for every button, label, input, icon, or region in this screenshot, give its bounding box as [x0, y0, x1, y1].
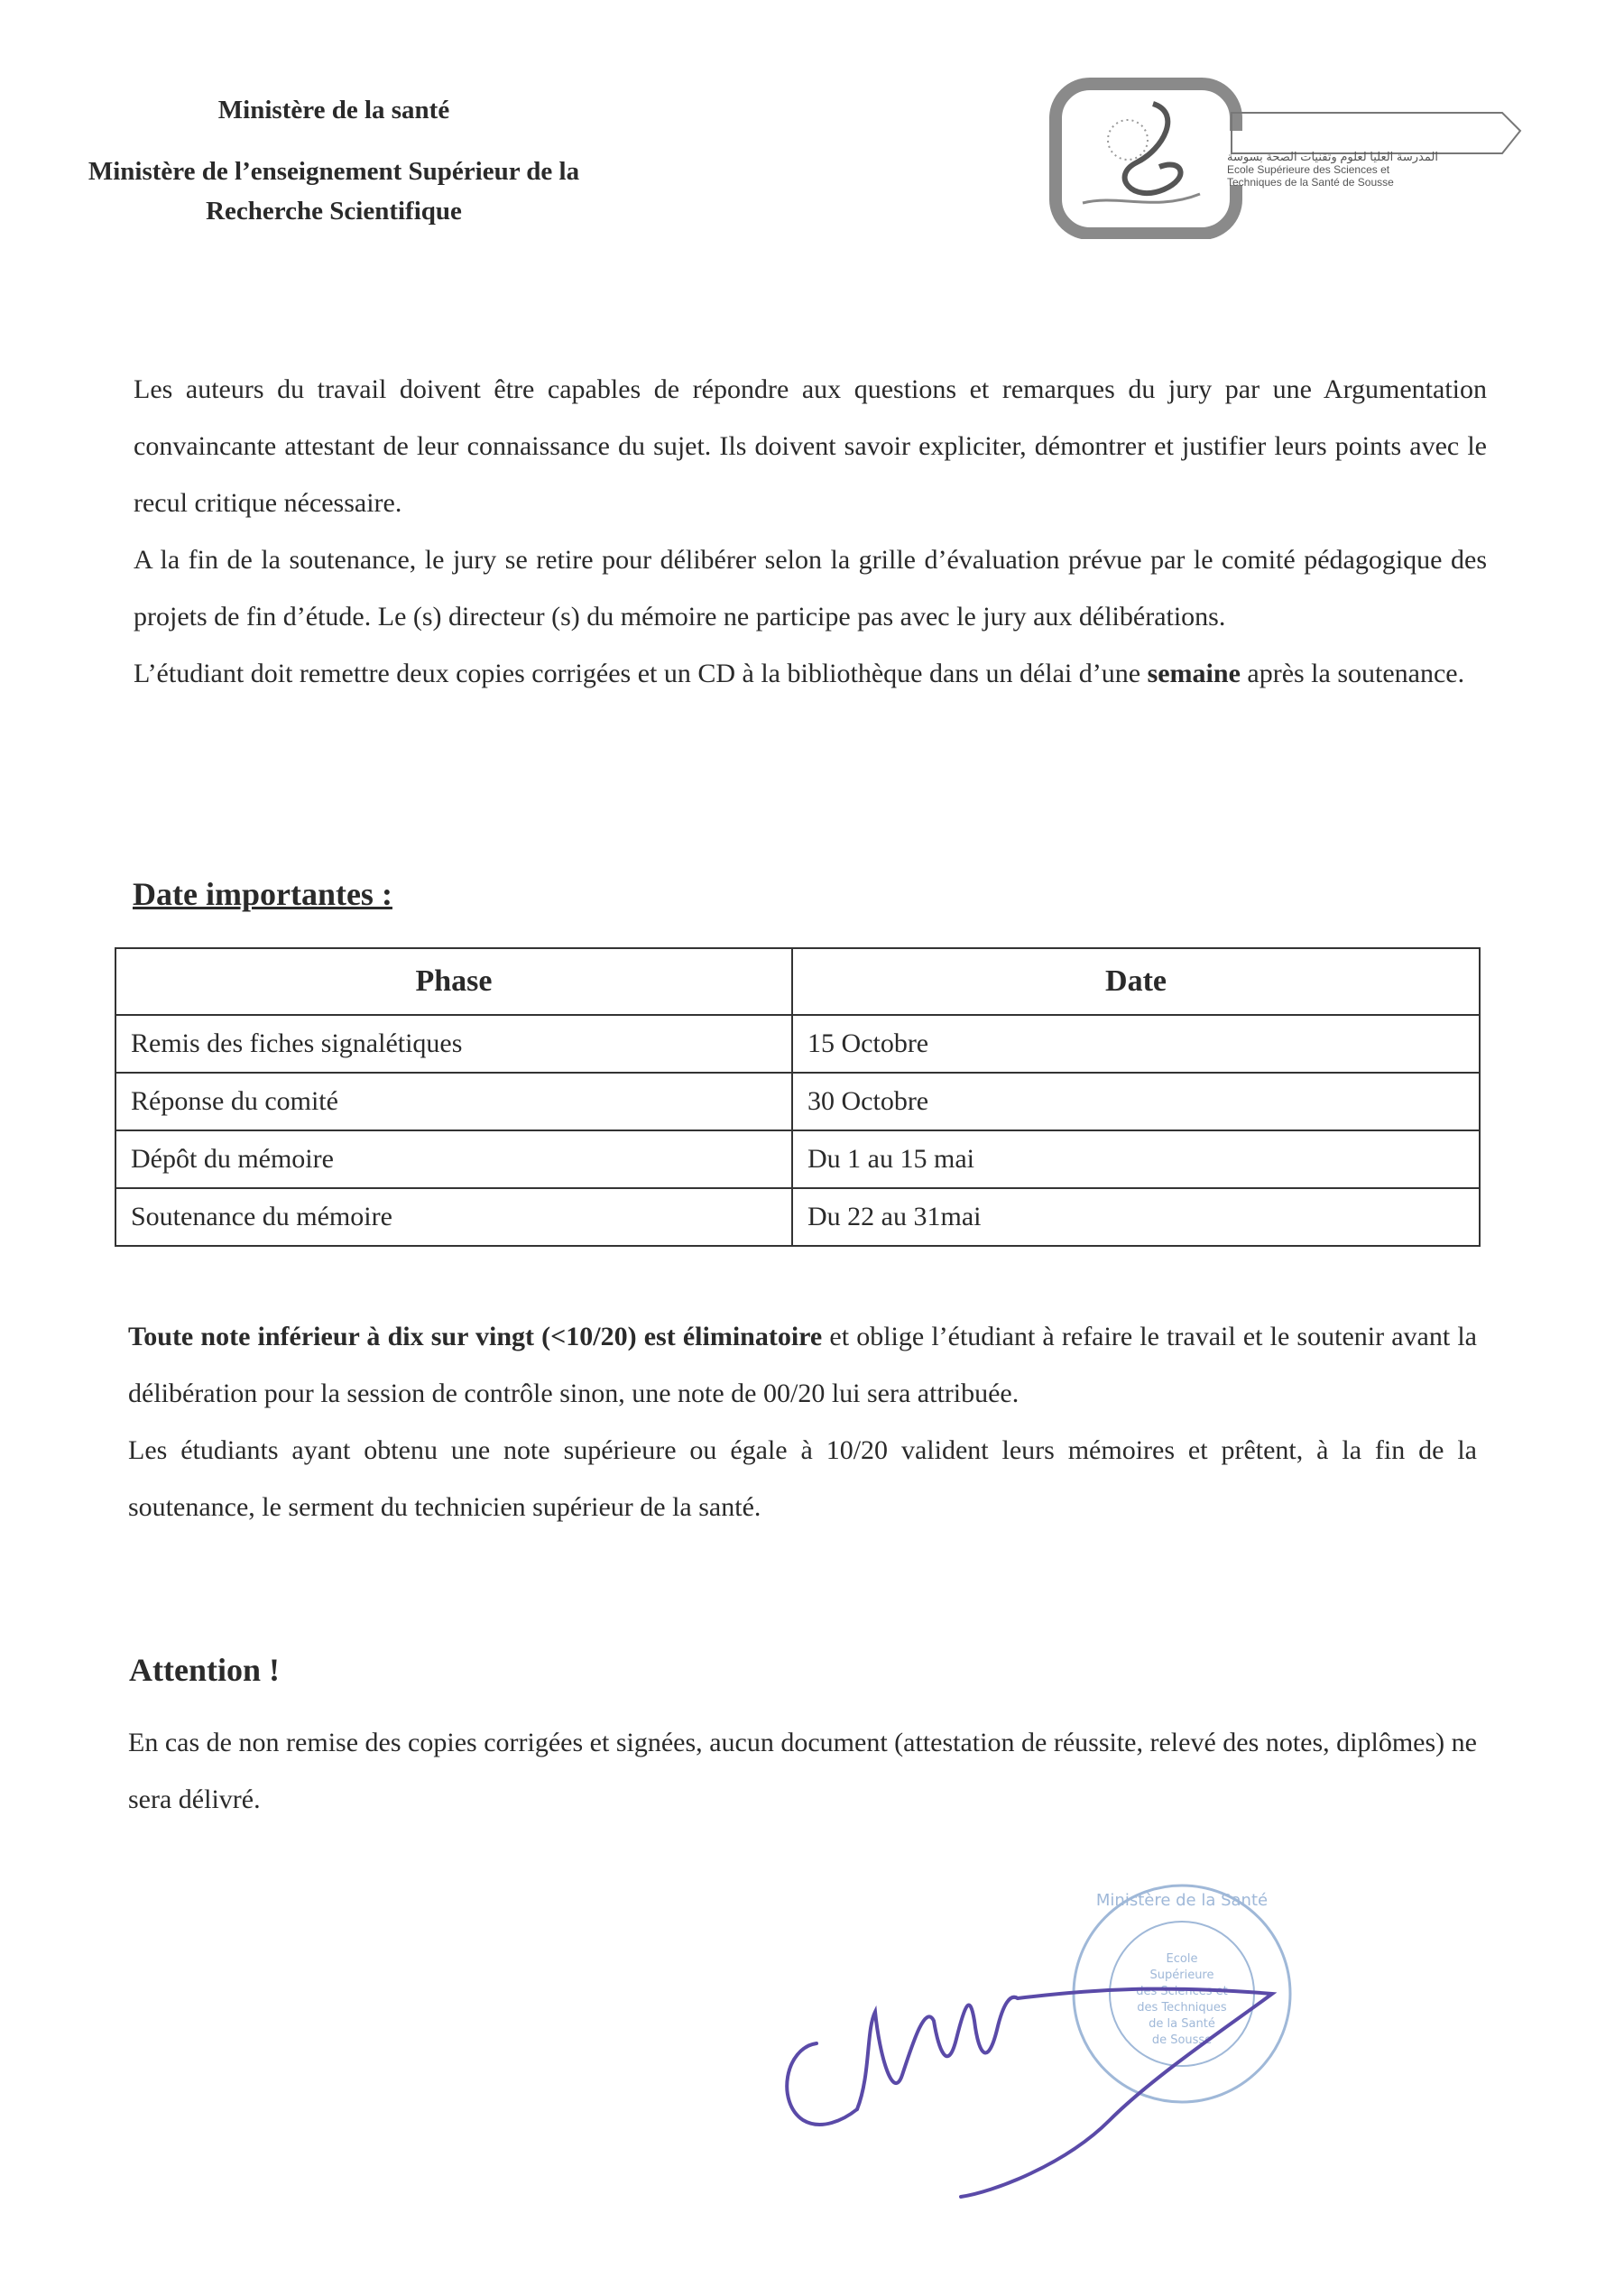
grading-paragraph-1 — [128, 1308, 1477, 1422]
phase-cell: Réponse du comité — [115, 1073, 792, 1130]
ministry-health: Ministère de la santé — [217, 96, 450, 124]
stamp-inner-line1: Ecole — [1166, 1952, 1198, 1966]
phase-cell: Soutenance du mémoire — [115, 1188, 792, 1246]
logo-caption-fr-line2: Techniques de la Santé de Sousse — [1227, 176, 1394, 189]
table-row — [115, 1130, 1480, 1188]
stamp-inner-line4: des Techniques — [1137, 2001, 1227, 2015]
table-header-row — [115, 948, 1480, 1015]
attention-text: En cas de non remise des copies corrigées et signées, aucun document (attestation de réussite, relevé des notes, diplômes) ne sera délivré. — [128, 1728, 1477, 1814]
intro-paragraph-3-start: L’étudiant doit remettre deux copies corrigées et un CD à la bibliothèque dans un délai d’une — [134, 659, 1148, 688]
dates-table — [115, 947, 1481, 1247]
logo-caption-ar: المدرسة العليا لعلوم وتقنيات الصحة بسوسة — [1227, 150, 1438, 163]
ministry-higher-ed-line1: Ministère de l’enseignement Supérieur de la — [88, 157, 580, 186]
phase-cell: Remis des fiches signalétiques — [115, 1015, 792, 1073]
signature — [767, 1895, 1308, 2201]
stamp-inner-line5: de la Santé — [1149, 2017, 1215, 2031]
date-cell: 15 Octobre — [792, 1015, 1480, 1073]
intro-paragraph-3-end: après la soutenance. — [1240, 659, 1465, 688]
attention-section — [128, 1714, 1477, 1828]
dates-heading: Date importantes : — [133, 876, 392, 912]
stamp-ring-text: Ministère de la Santé — [1095, 1891, 1269, 1910]
logo-caption-fr-line1: Ecole Supérieure des Sciences et — [1227, 163, 1390, 176]
intro-paragraph-2: A la fin de la soutenance, le jury se retire pour délibérer selon la grille d’évaluation prévue par le comité pédagogique des projets de fin d’étude. Le (s) directeur (s) du mémoire ne participe pas avec le jury aux délibérations. — [134, 545, 1487, 632]
intro-section — [134, 361, 1487, 702]
date-cell: Du 1 au 15 mai — [792, 1130, 1480, 1188]
intro-paragraph-3 — [134, 645, 1487, 702]
table-row — [115, 1015, 1480, 1073]
header-ministries — [27, 90, 641, 231]
handwritten-signature-icon — [767, 1895, 1308, 2201]
grading-rule-rest: et oblige l’étudiant à refaire le travail et le soutenir avant la délibération pour la session de contrôle sinon, une note de 00/20 lui sera attribuée. — [128, 1322, 1477, 1408]
grading-section — [128, 1308, 1477, 1535]
stamp-inner-line2: Supérieure — [1149, 1969, 1214, 1982]
table-row — [115, 1073, 1480, 1130]
date-cell: 30 Octobre — [792, 1073, 1480, 1130]
grading-bold-rule: Toute note inférieur à dix sur vingt (<10/20) est éliminatoire — [128, 1322, 823, 1351]
stamp-inner-line3: des Sciences et — [1136, 1985, 1228, 1998]
attention-heading: Attention ! — [129, 1652, 280, 1688]
column-header-phase: Phase — [115, 948, 792, 1015]
school-logo — [1047, 77, 1525, 239]
table-row — [115, 1188, 1480, 1246]
stamp-inner-line6: de Sousse — [1151, 2033, 1213, 2047]
intro-paragraph-1: Les auteurs du travail doivent être capables de répondre aux questions et remarques du jury par une Argumentation convaincante attestant de leur connaissance du sujet. Ils doivent savoir expliciter, démontrer et justifier leurs points avec le recul critique nécessaire. — [134, 374, 1487, 518]
date-cell: Du 22 au 31mai — [792, 1188, 1480, 1246]
intro-paragraph-3-bold: semaine — [1147, 659, 1241, 688]
phase-cell: Dépôt du mémoire — [115, 1130, 792, 1188]
column-header-date: Date — [792, 948, 1480, 1015]
logo-caption — [1227, 151, 1438, 189]
grading-paragraph-2: Les étudiants ayant obtenu une note supérieure ou égale à 10/20 valident leurs mémoires et prêtent, à la fin de la soutenance, le serment du technicien supérieur de la santé. — [128, 1435, 1477, 1522]
ministry-higher-ed-line2: Recherche Scientifique — [206, 197, 462, 226]
